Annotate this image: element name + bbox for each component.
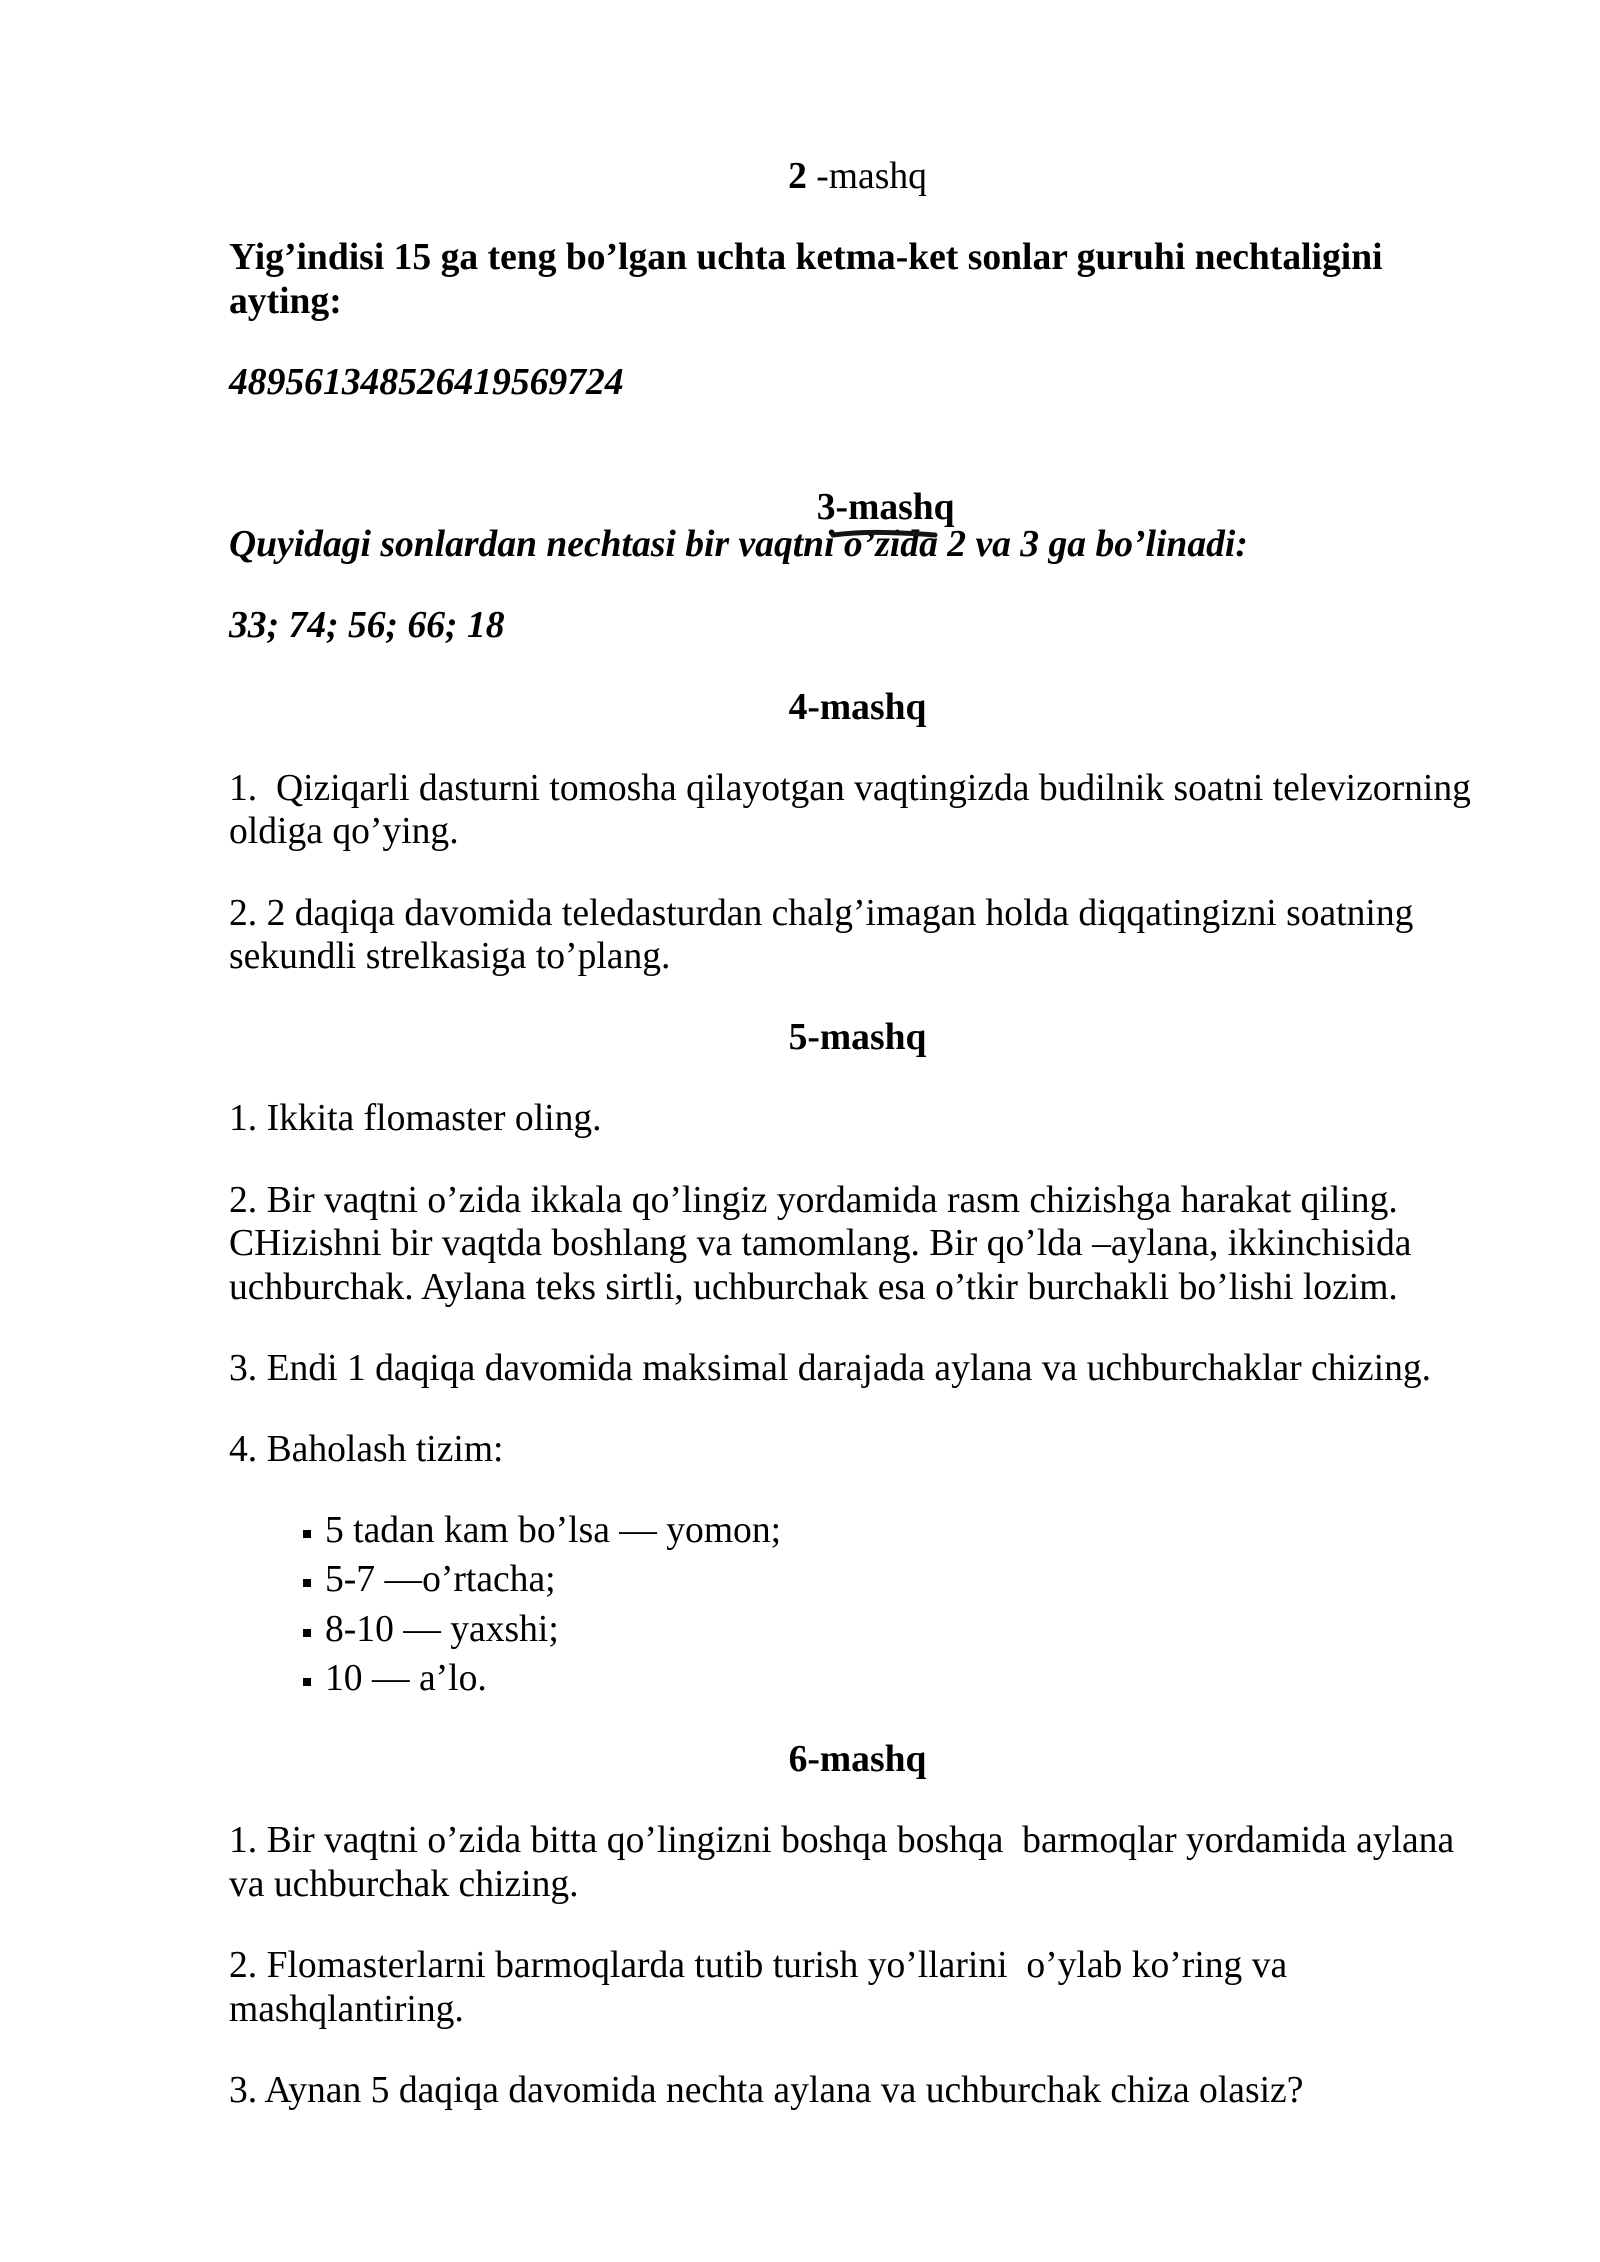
ink-underline-mark bbox=[829, 528, 939, 540]
exercise-5-step-2 bbox=[229, 1179, 1486, 1310]
exercise-3-question: Quyidagi sonlardan nechtasi bir vaqtni o’zida 2 va 3 ga bo’linadi: bbox=[229, 524, 1248, 566]
text-line: 2. Bir vaqtni o’zida ikkala qo’lingiz yordamida rasm chizishga harakat qiling. bbox=[229, 1179, 1398, 1221]
text-line: CHizishni bir vaqtda boshlang va tamomlang. Bir qo’lda –aylana, ikkinchisida bbox=[229, 1223, 1412, 1265]
text-line: 4. Baholash tizim: bbox=[229, 1428, 504, 1470]
exercise-6-heading: 6-mashq bbox=[788, 1739, 927, 1781]
exercise-6-step-1 bbox=[229, 1819, 1486, 1906]
exercise-3-heading bbox=[229, 442, 1486, 528]
exercise-2-heading bbox=[229, 155, 1486, 199]
text-line: 1. Qiziqarli dasturni tomosha qilayotgan vaqtingizda budilnik soatni televizorning bbox=[229, 767, 1471, 809]
text-line: oldiga qo’ying. bbox=[229, 811, 459, 853]
list-item bbox=[303, 1608, 1486, 1652]
text-line: ayting: bbox=[229, 280, 342, 322]
square-bullet-icon bbox=[303, 1530, 311, 1538]
exercise-2-sequence: 489561348526419569724 bbox=[229, 361, 624, 403]
list-item bbox=[303, 1509, 1486, 1553]
text-line: mashqlantiring. bbox=[229, 1988, 464, 2030]
scoring-text: 10 — a’lo. bbox=[325, 1658, 487, 1700]
text-line: va uchburchak chizing. bbox=[229, 1863, 579, 1905]
exercise-2-label: -mashq bbox=[806, 156, 927, 197]
exercise-2-number: 2 bbox=[788, 156, 807, 197]
text-column bbox=[229, 155, 1486, 2150]
text-line: 2. Flomasterlarni barmoqlarda tutib turish yo’llarini o’ylab ko’ring va bbox=[229, 1945, 1288, 1987]
exercise-5-step-3 bbox=[229, 1347, 1486, 1391]
square-bullet-icon bbox=[303, 1579, 311, 1587]
exercise-4-step-2 bbox=[229, 892, 1486, 979]
square-bullet-icon bbox=[303, 1678, 311, 1686]
exercise-6-step-3 bbox=[229, 2069, 1486, 2113]
exercise-6-step-2 bbox=[229, 1944, 1486, 2031]
list-item bbox=[303, 1657, 1486, 1701]
text-line: Yig’indisi 15 ga teng bo’lgan uchta ketma-ket sonlar guruhi nechtaligini bbox=[229, 237, 1383, 279]
square-bullet-icon bbox=[303, 1629, 311, 1637]
text-line: 3. Aynan 5 daqiqa davomida nechta aylana va uchburchak chiza olasiz? bbox=[229, 2069, 1304, 2111]
exercise-4-heading: 4-mashq bbox=[788, 686, 927, 728]
exercise-5-step-4 bbox=[229, 1428, 1486, 1472]
scoring-text: 5-7 —o’rtacha; bbox=[325, 1559, 556, 1601]
text-line: 1. Bir vaqtni o’zida bitta qo’lingizni boshqa boshqa barmoqlar yordamida aylana bbox=[229, 1820, 1455, 1862]
scoring-list bbox=[229, 1509, 1486, 1700]
text-line: 3. Endi 1 daqiqa davomida maksimal darajada aylana va uchburchaklar chizing. bbox=[229, 1347, 1432, 1389]
exercise-3-heading-wrap bbox=[817, 486, 955, 530]
text-line: 1. Ikkita flomaster oling. bbox=[229, 1098, 602, 1140]
scoring-text: 5 tadan kam bo’lsa — yomon; bbox=[325, 1510, 782, 1552]
list-item bbox=[303, 1558, 1486, 1602]
scoring-text: 8-10 — yaxshi; bbox=[325, 1608, 559, 1650]
exercise-4-step-1 bbox=[229, 767, 1486, 854]
text-line: 2. 2 daqiqa davomida teledasturdan chalg’imagan holda diqqatingizni soatning bbox=[229, 892, 1414, 934]
exercise-5-heading: 5-mashq bbox=[788, 1017, 927, 1059]
text-line: uchburchak. Aylana teks sirtli, uchburchak esa o’tkir burchakli bo’lishi lozim. bbox=[229, 1266, 1398, 1308]
exercise-2-question bbox=[229, 236, 1486, 323]
exercise-3-numbers: 33; 74; 56; 66; 18 bbox=[229, 605, 505, 647]
exercise-5-step-1 bbox=[229, 1097, 1486, 1141]
text-line: sekundli strelkasiga to’plang. bbox=[229, 936, 671, 977]
exercise-3-heading-text: 3-mashq bbox=[816, 486, 955, 528]
